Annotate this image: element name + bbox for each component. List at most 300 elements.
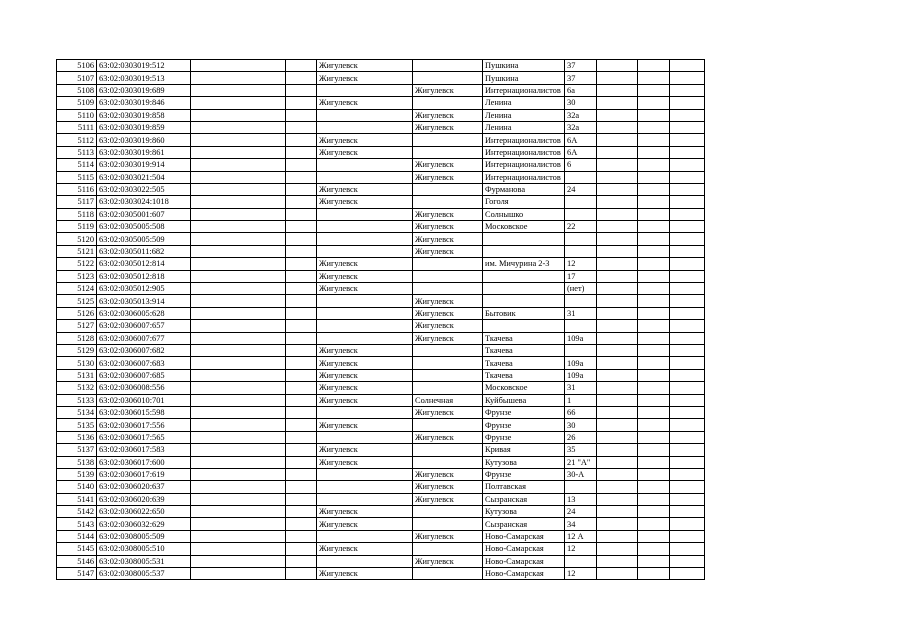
cadastral-number-cell: 63:02:0306015:598 <box>97 406 191 418</box>
cadastral-number-cell: 63:02:0303019:859 <box>97 121 191 133</box>
locality-cell <box>413 146 483 158</box>
locality-cell <box>413 518 483 530</box>
town-cell <box>317 159 413 171</box>
empty-cell <box>638 481 670 493</box>
empty-cell <box>597 468 638 480</box>
street-cell: Московское <box>483 221 565 233</box>
empty-cell <box>191 307 286 319</box>
house-cell <box>565 555 597 567</box>
table-row <box>57 183 705 195</box>
empty-cell <box>670 109 705 121</box>
street-cell: Интернационалистов <box>483 84 565 96</box>
empty-cell <box>670 270 705 282</box>
house-cell: 32а <box>565 121 597 133</box>
table-row <box>57 555 705 567</box>
cadastral-number-cell: 63:02:0306007:682 <box>97 344 191 356</box>
table-row <box>57 307 705 319</box>
empty-cell <box>286 270 317 282</box>
locality-cell <box>413 357 483 369</box>
empty-cell <box>191 72 286 84</box>
empty-cell <box>191 369 286 381</box>
empty-cell <box>191 258 286 270</box>
table-row <box>57 208 705 220</box>
town-cell <box>317 109 413 121</box>
house-cell <box>565 481 597 493</box>
town-cell: Жигулевск <box>317 344 413 356</box>
row-number-cell: 5134 <box>57 406 97 418</box>
house-cell: 30 <box>565 419 597 431</box>
town-cell: Жигулевск <box>317 394 413 406</box>
street-cell: Пушкина <box>483 60 565 72</box>
locality-cell: Жигулевск <box>413 109 483 121</box>
empty-cell <box>597 444 638 456</box>
house-cell: 1 <box>565 394 597 406</box>
empty-cell <box>286 332 317 344</box>
street-cell: Интернационалистов <box>483 134 565 146</box>
empty-cell <box>286 134 317 146</box>
empty-cell <box>191 431 286 443</box>
row-number-cell: 5114 <box>57 159 97 171</box>
street-cell: Бытовик <box>483 307 565 319</box>
table-row <box>57 245 705 257</box>
cadastral-number-cell: 63:02:0303019:914 <box>97 159 191 171</box>
empty-cell <box>191 332 286 344</box>
empty-cell <box>191 121 286 133</box>
empty-cell <box>670 431 705 443</box>
town-cell: Жигулевск <box>317 568 413 580</box>
street-cell: Ново-Самарская <box>483 543 565 555</box>
empty-cell <box>191 406 286 418</box>
empty-cell <box>191 283 286 295</box>
empty-cell <box>638 394 670 406</box>
empty-cell <box>286 159 317 171</box>
empty-cell <box>191 245 286 257</box>
cadastral-number-cell: 63:02:0308005:509 <box>97 530 191 542</box>
row-number-cell: 5143 <box>57 518 97 530</box>
empty-cell <box>638 518 670 530</box>
house-cell: (нет) <box>565 283 597 295</box>
locality-cell <box>413 543 483 555</box>
cadastral-number-cell: 63:02:0303019:861 <box>97 146 191 158</box>
empty-cell <box>638 60 670 72</box>
town-cell: Жигулевск <box>317 258 413 270</box>
row-number-cell: 5127 <box>57 320 97 332</box>
empty-cell <box>191 543 286 555</box>
empty-cell <box>638 159 670 171</box>
empty-cell <box>597 518 638 530</box>
cadastral-number-cell: 63:02:0303019:858 <box>97 109 191 121</box>
town-cell: Жигулевск <box>317 60 413 72</box>
empty-cell <box>191 444 286 456</box>
street-cell: им. Мичурина 2-3 <box>483 258 565 270</box>
empty-cell <box>638 568 670 580</box>
table-row <box>57 419 705 431</box>
locality-cell: Жигулевск <box>413 221 483 233</box>
cadastral-number-cell: 63:02:0306032:629 <box>97 518 191 530</box>
town-cell <box>317 208 413 220</box>
town-cell <box>317 493 413 505</box>
empty-cell <box>638 208 670 220</box>
empty-cell <box>597 394 638 406</box>
house-cell: 109а <box>565 369 597 381</box>
table-row <box>57 543 705 555</box>
empty-cell <box>670 233 705 245</box>
empty-cell <box>638 258 670 270</box>
street-cell: Кривая <box>483 444 565 456</box>
street-cell: Кутузова <box>483 456 565 468</box>
empty-cell <box>286 84 317 96</box>
table-body <box>57 60 705 580</box>
empty-cell <box>597 258 638 270</box>
empty-cell <box>597 568 638 580</box>
street-cell <box>483 270 565 282</box>
street-cell: Сызранская <box>483 493 565 505</box>
locality-cell: Жигулевск <box>413 171 483 183</box>
house-cell: 22 <box>565 221 597 233</box>
empty-cell <box>638 456 670 468</box>
street-cell: Гоголя <box>483 196 565 208</box>
row-number-cell: 5108 <box>57 84 97 96</box>
empty-cell <box>670 468 705 480</box>
row-number-cell: 5140 <box>57 481 97 493</box>
street-cell <box>483 283 565 295</box>
empty-cell <box>597 419 638 431</box>
locality-cell: Жигулевск <box>413 530 483 542</box>
street-cell: Московское <box>483 382 565 394</box>
empty-cell <box>286 307 317 319</box>
empty-cell <box>597 295 638 307</box>
empty-cell <box>286 283 317 295</box>
empty-cell <box>670 493 705 505</box>
table-row <box>57 456 705 468</box>
empty-cell <box>670 518 705 530</box>
street-cell <box>483 233 565 245</box>
row-number-cell: 5115 <box>57 171 97 183</box>
locality-cell: Жигулевск <box>413 332 483 344</box>
table-row <box>57 146 705 158</box>
empty-cell <box>597 183 638 195</box>
empty-cell <box>191 97 286 109</box>
empty-cell <box>286 171 317 183</box>
empty-cell <box>597 369 638 381</box>
table-row <box>57 382 705 394</box>
table-row <box>57 568 705 580</box>
street-cell: Ново-Самарская <box>483 530 565 542</box>
empty-cell <box>670 208 705 220</box>
table-row <box>57 84 705 96</box>
empty-cell <box>638 221 670 233</box>
town-cell <box>317 171 413 183</box>
empty-cell <box>286 568 317 580</box>
empty-cell <box>597 121 638 133</box>
cadastral-number-cell: 63:02:0305011:682 <box>97 245 191 257</box>
empty-cell <box>670 258 705 270</box>
row-number-cell: 5111 <box>57 121 97 133</box>
empty-cell <box>597 109 638 121</box>
empty-cell <box>286 183 317 195</box>
empty-cell <box>286 382 317 394</box>
street-cell: Фрунзе <box>483 431 565 443</box>
locality-cell: Жигулевск <box>413 233 483 245</box>
locality-cell <box>413 72 483 84</box>
locality-cell <box>413 369 483 381</box>
empty-cell <box>286 72 317 84</box>
empty-cell <box>638 84 670 96</box>
cadastral-number-cell: 63:02:0306017:583 <box>97 444 191 456</box>
empty-cell <box>638 543 670 555</box>
empty-cell <box>191 221 286 233</box>
town-cell <box>317 245 413 257</box>
house-cell <box>565 320 597 332</box>
row-number-cell: 5131 <box>57 369 97 381</box>
empty-cell <box>191 84 286 96</box>
empty-cell <box>670 245 705 257</box>
empty-cell <box>191 109 286 121</box>
row-number-cell: 5118 <box>57 208 97 220</box>
street-cell: Ново-Самарская <box>483 555 565 567</box>
table-row <box>57 320 705 332</box>
street-cell: Интернационалистов <box>483 146 565 158</box>
cadastral-number-cell: 63:02:0305001:607 <box>97 208 191 220</box>
empty-cell <box>638 307 670 319</box>
locality-cell: Жигулевск <box>413 555 483 567</box>
empty-cell <box>597 382 638 394</box>
cadastral-number-cell: 63:02:0306020:637 <box>97 481 191 493</box>
row-number-cell: 5112 <box>57 134 97 146</box>
street-cell: Фурманова <box>483 183 565 195</box>
empty-cell <box>670 332 705 344</box>
empty-cell <box>286 394 317 406</box>
locality-cell <box>413 258 483 270</box>
street-cell: Ткачева <box>483 369 565 381</box>
house-cell: 13 <box>565 493 597 505</box>
cadastral-number-cell: 63:02:0305005:508 <box>97 221 191 233</box>
empty-cell <box>670 159 705 171</box>
street-cell: Интернационалистов <box>483 171 565 183</box>
empty-cell <box>638 109 670 121</box>
empty-cell <box>191 530 286 542</box>
table-row <box>57 72 705 84</box>
empty-cell <box>638 171 670 183</box>
house-cell: 35 <box>565 444 597 456</box>
empty-cell <box>191 555 286 567</box>
street-cell: Ленина <box>483 121 565 133</box>
empty-cell <box>191 134 286 146</box>
street-cell: Ленина <box>483 97 565 109</box>
table-row <box>57 134 705 146</box>
town-cell <box>317 307 413 319</box>
table-row <box>57 295 705 307</box>
empty-cell <box>638 431 670 443</box>
locality-cell: Жигулевск <box>413 295 483 307</box>
town-cell <box>317 481 413 493</box>
empty-cell <box>638 506 670 518</box>
empty-cell <box>191 320 286 332</box>
town-cell <box>317 233 413 245</box>
empty-cell <box>286 369 317 381</box>
table-row <box>57 431 705 443</box>
row-number-cell: 5124 <box>57 283 97 295</box>
town-cell: Жигулевск <box>317 146 413 158</box>
empty-cell <box>670 382 705 394</box>
street-cell: Ленина <box>483 109 565 121</box>
locality-cell <box>413 506 483 518</box>
empty-cell <box>638 196 670 208</box>
cadastral-number-cell: 63:02:0306008:556 <box>97 382 191 394</box>
empty-cell <box>191 171 286 183</box>
empty-cell <box>191 506 286 518</box>
locality-cell: Солнечная <box>413 394 483 406</box>
empty-cell <box>597 208 638 220</box>
row-number-cell: 5119 <box>57 221 97 233</box>
empty-cell <box>670 406 705 418</box>
empty-cell <box>286 320 317 332</box>
empty-cell <box>286 97 317 109</box>
street-cell: Фрунзе <box>483 419 565 431</box>
street-cell: Фрунзе <box>483 468 565 480</box>
town-cell: Жигулевск <box>317 369 413 381</box>
house-cell: 32а <box>565 109 597 121</box>
empty-cell <box>638 295 670 307</box>
row-number-cell: 5120 <box>57 233 97 245</box>
row-number-cell: 5110 <box>57 109 97 121</box>
empty-cell <box>638 530 670 542</box>
row-number-cell: 5141 <box>57 493 97 505</box>
street-cell: Сызранская <box>483 518 565 530</box>
house-cell <box>565 196 597 208</box>
empty-cell <box>638 72 670 84</box>
row-number-cell: 5130 <box>57 357 97 369</box>
street-cell: Ткачева <box>483 357 565 369</box>
house-cell: 17 <box>565 270 597 282</box>
empty-cell <box>191 568 286 580</box>
cadastral-number-cell: 63:02:0303019:860 <box>97 134 191 146</box>
locality-cell <box>413 568 483 580</box>
empty-cell <box>597 72 638 84</box>
cadastral-number-cell: 63:02:0305012:905 <box>97 283 191 295</box>
town-cell: Жигулевск <box>317 72 413 84</box>
cadastral-number-cell: 63:02:0303022:505 <box>97 183 191 195</box>
cadastral-number-cell: 63:02:0303019:846 <box>97 97 191 109</box>
empty-cell <box>597 344 638 356</box>
locality-cell: Жигулевск <box>413 121 483 133</box>
row-number-cell: 5132 <box>57 382 97 394</box>
empty-cell <box>670 506 705 518</box>
row-number-cell: 5128 <box>57 332 97 344</box>
empty-cell <box>670 481 705 493</box>
empty-cell <box>638 146 670 158</box>
empty-cell <box>638 233 670 245</box>
table-row <box>57 171 705 183</box>
street-cell <box>483 245 565 257</box>
empty-cell <box>638 121 670 133</box>
house-cell <box>565 171 597 183</box>
cadastral-number-cell: 63:02:0306005:628 <box>97 307 191 319</box>
empty-cell <box>597 283 638 295</box>
row-number-cell: 5107 <box>57 72 97 84</box>
empty-cell <box>670 221 705 233</box>
empty-cell <box>597 506 638 518</box>
locality-cell: Жигулевск <box>413 307 483 319</box>
locality-cell <box>413 196 483 208</box>
empty-cell <box>638 369 670 381</box>
empty-cell <box>670 394 705 406</box>
empty-cell <box>286 221 317 233</box>
street-cell <box>483 320 565 332</box>
empty-cell <box>670 146 705 158</box>
empty-cell <box>191 60 286 72</box>
house-cell: 109а <box>565 357 597 369</box>
town-cell: Жигулевск <box>317 444 413 456</box>
empty-cell <box>286 196 317 208</box>
empty-cell <box>638 270 670 282</box>
empty-cell <box>286 468 317 480</box>
empty-cell <box>191 344 286 356</box>
table-row <box>57 406 705 418</box>
town-cell <box>317 555 413 567</box>
empty-cell <box>286 444 317 456</box>
row-number-cell: 5116 <box>57 183 97 195</box>
street-cell: Кутузова <box>483 506 565 518</box>
empty-cell <box>670 134 705 146</box>
house-cell: 31 <box>565 382 597 394</box>
house-cell: 6А <box>565 134 597 146</box>
empty-cell <box>286 258 317 270</box>
table-row <box>57 233 705 245</box>
empty-cell <box>191 196 286 208</box>
empty-cell <box>286 146 317 158</box>
table-row <box>57 121 705 133</box>
empty-cell <box>191 233 286 245</box>
town-cell <box>317 468 413 480</box>
empty-cell <box>597 60 638 72</box>
row-number-cell: 5126 <box>57 307 97 319</box>
town-cell: Жигулевск <box>317 183 413 195</box>
locality-cell <box>413 97 483 109</box>
empty-cell <box>597 431 638 443</box>
street-cell: Фрунзе <box>483 406 565 418</box>
empty-cell <box>638 134 670 146</box>
empty-cell <box>286 543 317 555</box>
locality-cell: Жигулевск <box>413 84 483 96</box>
empty-cell <box>638 320 670 332</box>
house-cell: 12 А <box>565 530 597 542</box>
empty-cell <box>638 555 670 567</box>
empty-cell <box>670 121 705 133</box>
empty-cell <box>597 320 638 332</box>
table-row <box>57 506 705 518</box>
house-cell: 37 <box>565 60 597 72</box>
house-cell: 6 <box>565 159 597 171</box>
table-row <box>57 159 705 171</box>
empty-cell <box>191 468 286 480</box>
town-cell: Жигулевск <box>317 283 413 295</box>
empty-cell <box>670 97 705 109</box>
empty-cell <box>597 481 638 493</box>
table-row <box>57 60 705 72</box>
locality-cell <box>413 444 483 456</box>
house-cell: 12 <box>565 258 597 270</box>
row-number-cell: 5138 <box>57 456 97 468</box>
table-row <box>57 394 705 406</box>
cadastral-table <box>56 59 705 580</box>
locality-cell: Жигулевск <box>413 208 483 220</box>
table-row <box>57 481 705 493</box>
cadastral-number-cell: 63:02:0303019:512 <box>97 60 191 72</box>
empty-cell <box>597 97 638 109</box>
locality-cell: Жигулевск <box>413 159 483 171</box>
locality-cell: Жигулевск <box>413 493 483 505</box>
